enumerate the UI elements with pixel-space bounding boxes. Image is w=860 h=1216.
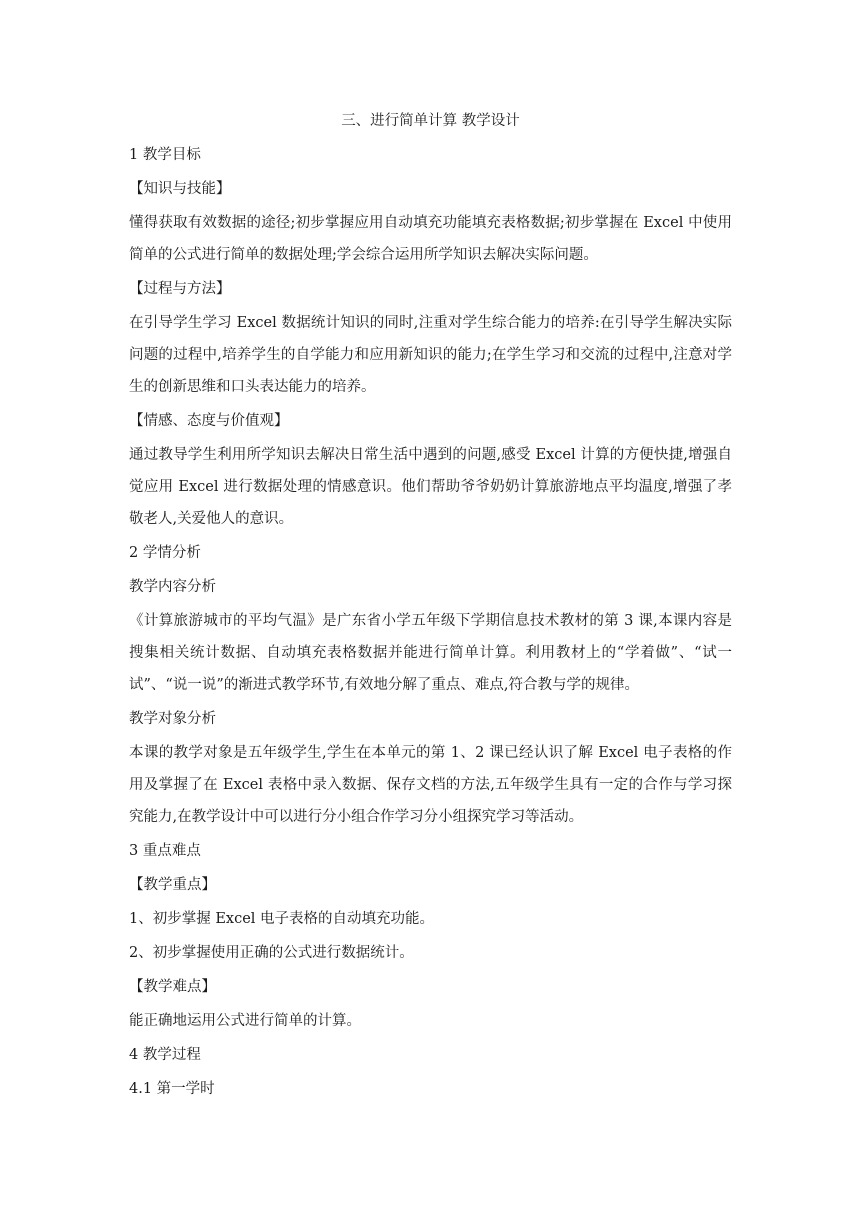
list-item-focus-1: 1、初步掌握 Excel 电子表格的自动填充功能。 — [129, 911, 435, 927]
section-heading-objectives: 1 教学目标 — [129, 147, 201, 163]
paragraph-emotion-values: 通过教导学生利用所学知识去解决日常生活中遇到的问题,感受 Excel 计算的方便快捷,增强自觉应用 Excel 进行数据处理的情感意识。他们帮助爷爷奶奶计算旅游地点平均温度,增强了孝敬老人,关爱他人的意识。 — [129, 447, 732, 527]
paragraph-difficulty: 能正确地运用公式进行简单的计算。 — [129, 1013, 361, 1029]
list-item-focus-2: 2、初步掌握使用正确的公式进行数据统计。 — [129, 945, 414, 961]
subheading-process-methods: 【过程与方法】 — [129, 281, 231, 297]
subsection-first-lesson: 4.1 第一学时 — [129, 1081, 215, 1097]
subheading-student-analysis: 教学对象分析 — [129, 711, 216, 727]
paragraph-process-methods: 在引导学生学习 Excel 数据统计知识的同时,注重对学生综合能力的培养:在引导学生解决实际问题的过程中,培养学生的自学能力和应用新知识的能力;在学生学习和交流的过程中,注意对学生的创新思维和口头表达能力的培养。 — [129, 315, 732, 395]
paragraph-student-analysis: 本课的教学对象是五年级学生,学生在本单元的第 1、2 课已经认识了解 Excel 电子表格的作用及掌握了在 Excel 表格中录入数据、保存文档的方法,五年级学生具有一定的合作与学习探究能力,在教学设计中可以进行分小组合作学习分小组探究学习等活动。 — [129, 745, 732, 825]
subheading-teaching-focus: 【教学重点】 — [129, 877, 216, 893]
subheading-emotion-values: 【情感、态度与价值观】 — [129, 413, 289, 429]
section-heading-learning-analysis: 2 学情分析 — [129, 545, 201, 561]
section-heading-key-points: 3 重点难点 — [129, 843, 201, 859]
section-heading-process: 4 教学过程 — [129, 1047, 201, 1063]
subheading-content-analysis: 教学内容分析 — [129, 579, 216, 595]
paragraph-knowledge-skills: 懂得获取有效数据的途径;初步掌握应用自动填充功能填充表格数据;初步掌握在 Excel 中使用简单的公式进行简单的数据处理;学会综合运用所学知识去解决实际问题。 — [129, 215, 732, 263]
document-page — [129, 104, 732, 1106]
document-title: 三、进行简单计算 教学设计 — [341, 113, 520, 129]
paragraph-content-analysis: 《计算旅游城市的平均气温》是广东省小学五年级下学期信息技术教材的第 3 课,本课内容是搜集相关统计数据、自动填充表格数据并能进行简单计算。利用教材上的“学着做”、“试一试”、“说一说”的渐进式教学环节,有效地分解了重点、难点,符合教与学的规律。 — [129, 613, 732, 693]
subheading-knowledge-skills: 【知识与技能】 — [129, 181, 231, 197]
subheading-teaching-difficulty: 【教学难点】 — [129, 979, 216, 995]
